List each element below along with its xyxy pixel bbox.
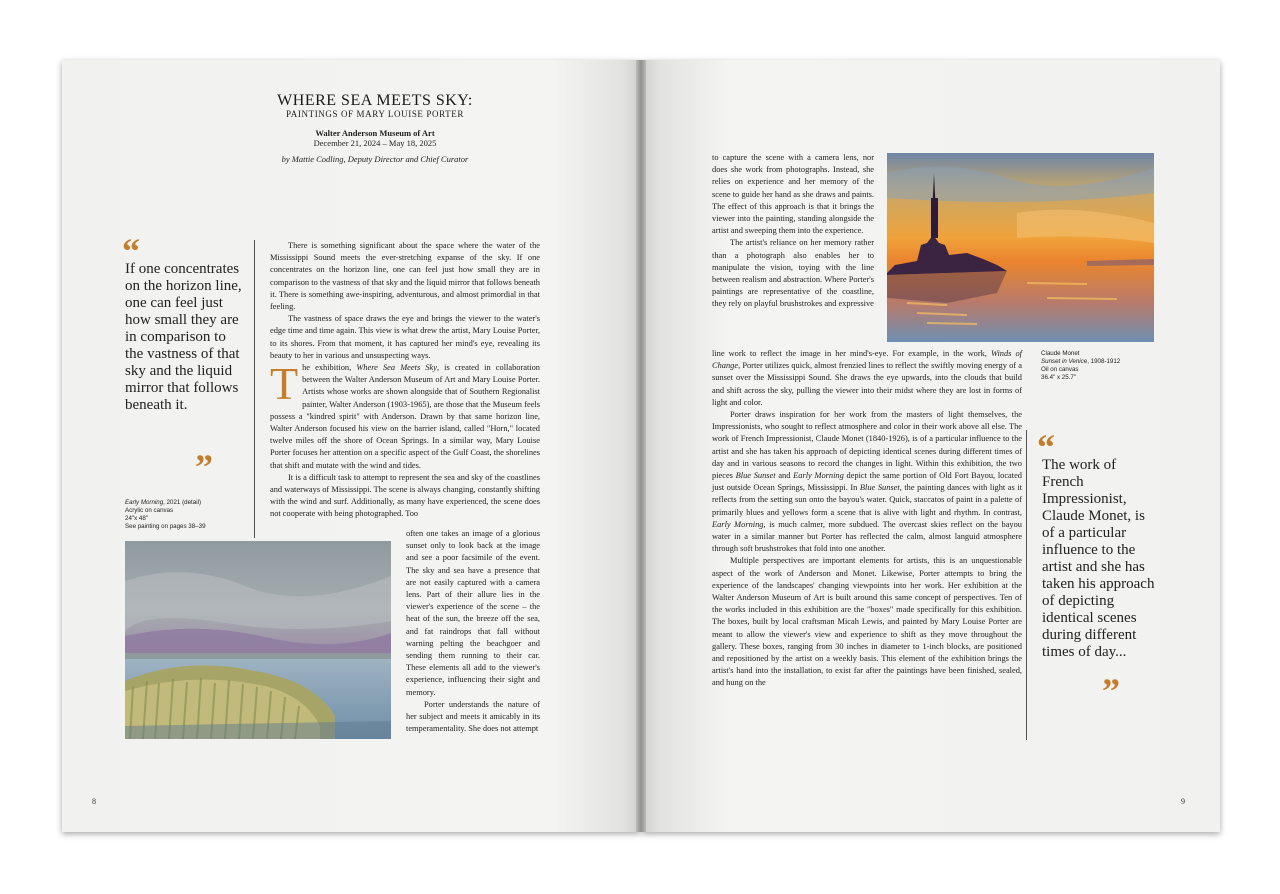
paragraph [712,348,1022,409]
caption-size: 24"x 48" [125,515,148,522]
pull-quote-left-text: If one concentrates on the horizon line, one can feel just how small they are in comparison to the vastness of that sky and the liquid mirror that follows beneath it. [125,261,242,413]
byline: by Mattie Codling, Deputy Director and Chief Curator [281,154,469,164]
caption-artist: Claude Monet [1041,350,1080,357]
pull-quote-left [125,261,243,414]
work-title-italic: Blue Sunset [735,471,776,481]
paragraph: The vastness of space draws the eye and brings the viewer to the water's edge time and time again. This view is what drew the artist, Mary Louise Porter, to its shores. From that moment, it has captured her mind's eye, revealing its beauty to her in various and unsuspecting ways. [270,314,540,360]
caption-title: Sunset in Venice [1041,358,1088,365]
caption-size: 36.4" x 25.7" [1041,374,1077,381]
museum-name: Walter Anderson Museum of Art [315,128,435,138]
left-body-column [270,240,540,521]
paragraph: It is a difficult task to attempt to represent the sea and sky of the coastlines and waterways of Mississippi. The scene is always changing, constantly shifting with the wind and surf. Additionally, as many have experienced, the scene does not cooperate with being photographed. Too [270,472,540,519]
caption-year: , 1908-1912 [1087,358,1121,365]
left-body-column-wrap [406,528,540,735]
page-number-left: 8 [92,797,96,806]
caption-medium: Oil on canvas [1041,366,1079,373]
paragraph-dropcap [270,358,540,472]
text-run: he exhibition, [302,363,357,373]
right-body-column [712,348,1022,690]
paragraph: There is something significant about the space where the water of the Mississippi Sound meets the ever-stretching expanse of the sky. If one concentrates on the horizon line, one can feel just how small they are in comparison to the vastness of that sky and the liquid mirror that follows beneath it. There is something awe-inspiring, adventurous, and almost primordial in that feeling. [270,241,540,312]
work-title-italic: Winds of Change [712,349,1022,371]
open-quote-icon: “ [1037,427,1055,467]
article-subtitle: PAINTINGS OF MARY LOUISE PORTER [286,109,464,119]
text-run: and [775,471,794,481]
paragraph: to capture the scene with a camera lens, nor does she work from photographs. Instead, she relies on experience and her memory of the scene to guide her hand as she draws and paints. The effect of this approach is that it brings the viewer into the painting, standing alongside the artist and sweeping them into the experience. [712,153,874,236]
paragraph: often one takes an image of a glorious sunset only to look back at the image and see a poor facsimile of the event. The sky and sea have a presence that are not easily captured with a camera lens. Part of their allure lies in the viewer's experience of the scene – the heat of the sun, the breeze off the sea, and fat raindrops that fall without warning pelting the beachgoer and sending them running to their car. These elements all add to the viewer's experience, influencing their sight and memory. [406,529,540,697]
text-run: depict the same portion of Old Fort Bayou, located just outside Ocean Springs, Mississippi. In [712,471,1022,493]
open-quote-icon: “ [122,231,140,271]
caption-early-morning [125,499,245,531]
paragraph [712,409,1022,555]
exhibition-title-italic: Where Sea Meets Sky [356,363,437,373]
work-title-italic: Early Morning [793,471,844,481]
close-quote-icon: ” [1102,671,1120,711]
caption-sunset-in-venice [1041,350,1151,382]
column-rule [254,240,255,538]
early-morning-painting [125,541,391,739]
pull-quote-right-text: The work of French Impressionist, Claude Monet, is of a particular influence to the artist and she has taken his approach of depicting identical scenes during different times of day... [1042,457,1155,660]
work-title-italic: Early Morning [712,519,764,529]
work-title-italic: Blue Sunset [859,483,900,493]
sunset-in-venice-painting [887,153,1154,342]
text-run: , the painting dances with light as it reflects from the setting sun onto the bayou's water. Quick, staccatos of paint in a palette of primarily blues and yellows form a scene that is alive with light and rhythm. In contrast, [712,483,1022,517]
article-title: WHERE SEA MEETS SKY: [277,92,473,109]
caption-medium: Acrylic on canvas [125,507,174,514]
text-run: line work to reflect the image in her mind's-eye. For example, in the work, [712,349,991,358]
paragraph: Porter understands the nature of her subject and meets it amicably in its temperamentality. She does not attempt [406,699,540,734]
caption-title: Early Morning [125,499,164,506]
text-run: Porter draws inspiration for her work from the masters of light themselves, the Impressionists, who sought to reflect atmosphere and color in their work above all else. The work of French Impressionist, Claude Monet (1840-1926), is of a particular influence to the artist and she has taken his approach of depicting identical scenes during different times of day and in various seasons to record the changes in light. Within this exhibition, the two pieces [712,410,1022,481]
page-number-right: 9 [1181,797,1185,806]
text-run: , Porter utilizes quick, almost frenzied lines to reflect the swiftly moving energy of a sunset over the Mississippi Sound. She draws the eye upwards, into the clouds that build and shift across the sky, pulling the viewer into their midst where they are lost in forms of light and color. [712,361,1022,407]
column-rule [1026,430,1027,740]
text-run: , is created in collaboration between the Walter Anderson Museum of Art and Mary Louise Porter. Artists whose works are shown alongside that of Southern Regionalist painter, Walter Anderson (1903-1965), are those that the Museum feels possess a "kindred spirit" with Anderson. Drawn by that same horizon line, Walter Anderson focused his view on the barrier island, called "Horn," located twelve miles off the shore of Ocean Springs. In a similar way, Mary Louise Porter focuses her attention on a specific aspect of the Gulf Coast, the shorelines that shift and mutate with the wind and tides. [270,363,540,470]
caption-note: See painting on pages 38–39 [125,523,206,530]
right-body-column-top [712,152,874,311]
text-run: , is much calmer, more subdued. The overcast skies reflect on the bayou water in a similar manner but Porter has reflected the calm, almost languid atmosphere through soft brushstrokes that fold into one another. [712,519,1022,554]
close-quote-icon: ” [195,447,213,487]
exhibition-dates: December 21, 2024 – May 18, 2025 [313,138,437,148]
book-gutter [636,60,646,832]
drop-cap: T [270,358,299,410]
paragraph: The artist's reliance on her memory rather than a photograph also enables her to manipulate the vision, toying with the line between realism and abstraction. Where Porter's paintings are representative of the coastline, they rely on playful brushstrokes and expressive [712,238,874,309]
caption-year: , 2021 (detail) [163,499,202,506]
pull-quote-right [1042,457,1156,661]
paragraph: Multiple perspectives are important elements for artists, this is an unquestionable aspect of the work of Anderson and Monet. Likewise, Porter attempts to bring the experience of the landscapes' changing viewpoints into her work. Her exhibition at the Walter Anderson Museum of Art is built around this same concept of perspectives. Ten of the works included in this exhibition are the "boxes" made specifically for this exhibition. The boxes, built by local craftsman Micah Lewis, and painted by Mary Louise Porter are meant to allow the viewer's view and experience to shift as they move throughout the gallery. These boxes, ranging from 30 inches in diameter to 1-inch blocks, are positioned and repositioned by the artist on a weekly basis. This element of the exhibition brings the artist's hand into the installation, to exist far after the paintings have been finished, sealed, and hung on the [712,556,1022,688]
